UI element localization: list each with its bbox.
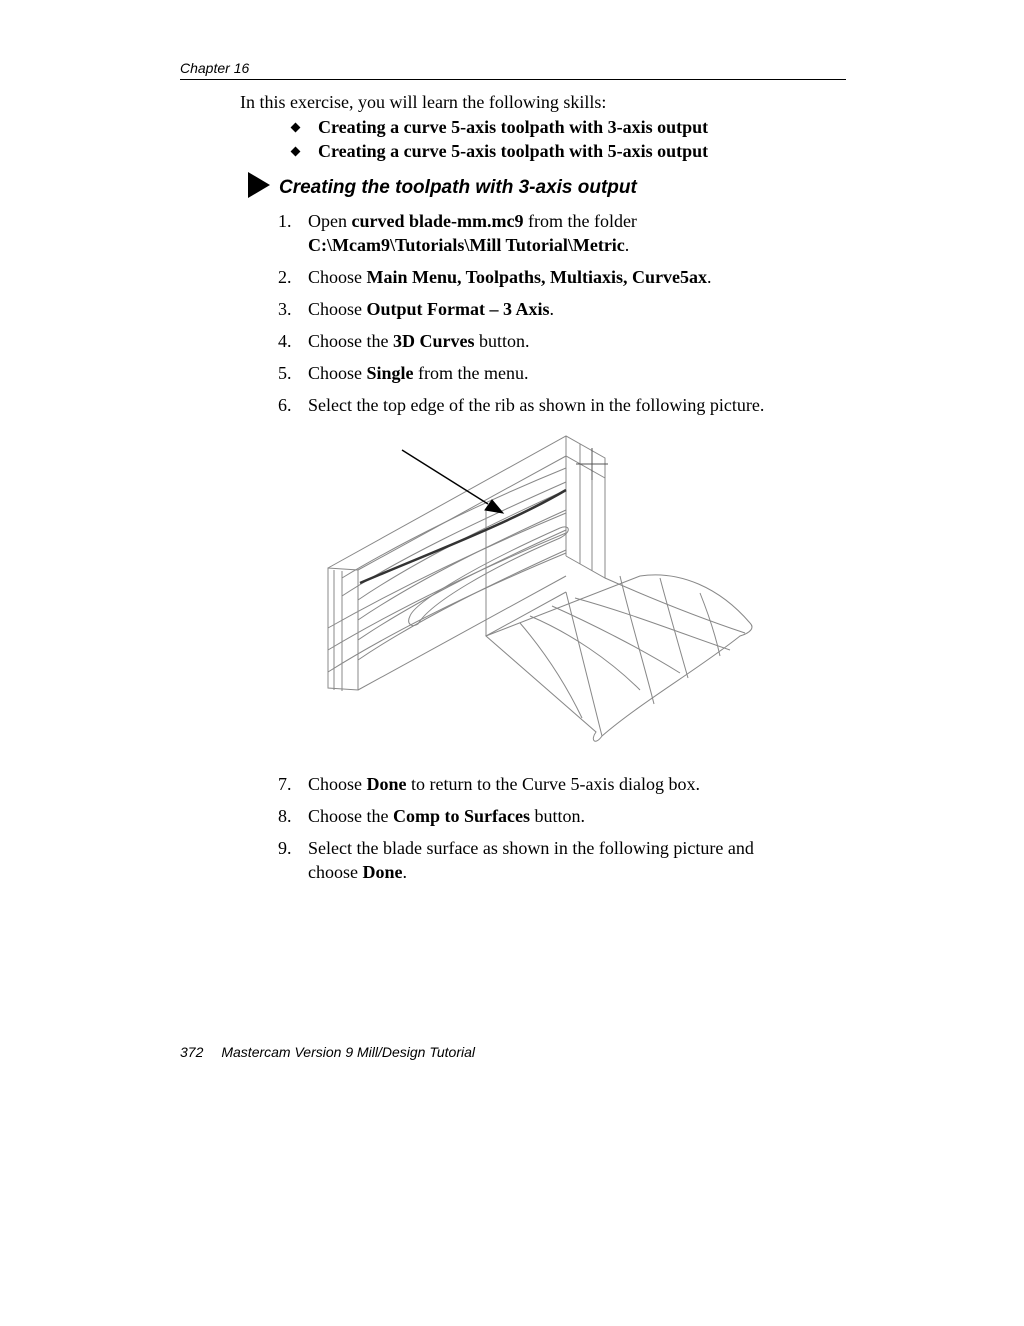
step-text: choose (308, 862, 363, 882)
header-rule (180, 79, 846, 80)
step-bold-text: Done (366, 774, 407, 794)
step-9 (278, 836, 754, 860)
book-title: Mastercam Version 9 Mill/Design Tutorial (221, 1044, 475, 1060)
step-text: from the folder (523, 211, 637, 231)
step-text: Choose (308, 774, 367, 794)
step-number: 5. (278, 363, 292, 383)
step-9-continuation (308, 860, 407, 884)
blade-wireframe-figure (320, 428, 760, 758)
step-number: 6. (278, 395, 292, 415)
step-6 (278, 393, 764, 417)
step-3 (278, 297, 554, 321)
step-bold-text: Single (366, 363, 414, 383)
step-text: button. (530, 806, 586, 826)
step-bold-text: 3D Curves (393, 331, 475, 351)
skills-list (290, 115, 708, 163)
step-text: . (624, 235, 630, 255)
step-text: . (707, 267, 712, 287)
step-text: Choose (308, 299, 367, 319)
step-text: Select the top edge of the rib as shown in the following picture. (308, 395, 765, 415)
step-bold-text: Done (362, 862, 403, 882)
step-text: Choose the (308, 806, 393, 826)
step-text: from the menu. (413, 363, 529, 383)
step-bold-text: Main Menu, Toolpaths, Multiaxis, Curve5ax (366, 267, 708, 287)
step-text: Select the blade surface as shown in the following picture and (308, 838, 754, 858)
step-number: 9. (278, 838, 292, 858)
step-number: 3. (278, 299, 292, 319)
step-bold-text: Output Format – 3 Axis (366, 299, 550, 319)
step-bold-text: curved blade-mm.mc9 (351, 211, 524, 231)
diamond-bullet-icon (291, 147, 301, 157)
skill-item (290, 115, 708, 139)
procedure-title: Creating the toolpath with 3-axis output (279, 177, 637, 198)
step-text: Open (308, 211, 352, 231)
step-bold-text: Comp to Surfaces (393, 806, 530, 826)
step-number: 2. (278, 267, 292, 287)
step-text: button. (474, 331, 530, 351)
folder-path: C:\Mcam9\Tutorials\Mill Tutorial\Metric (308, 235, 625, 255)
procedure-triangle-icon (248, 172, 270, 198)
page-number: 372 (180, 1044, 204, 1060)
step-text: to return to the Curve 5-axis dialog box. (406, 774, 700, 794)
step-7 (278, 772, 700, 796)
step-text: Choose (308, 363, 367, 383)
step-text: Choose the (308, 331, 393, 351)
step-text: . (402, 862, 407, 882)
step-8 (278, 804, 585, 828)
skill-label: Creating a curve 5-axis toolpath with 3-axis output (318, 117, 709, 137)
step-number: 1. (278, 211, 292, 231)
step-4 (278, 329, 530, 353)
step-1-continuation (308, 233, 629, 257)
step-text: Choose (308, 267, 367, 287)
skill-label: Creating a curve 5-axis toolpath with 5-axis output (318, 141, 709, 161)
intro-text: In this exercise, you will learn the following skills: (240, 92, 607, 112)
running-header: Chapter 16 (180, 60, 250, 76)
step-number: 7. (278, 774, 292, 794)
skill-item (290, 139, 708, 163)
step-5 (278, 361, 529, 385)
diamond-bullet-icon (291, 123, 301, 133)
step-text: . (549, 299, 555, 319)
page-footer (180, 1044, 475, 1060)
step-1 (278, 209, 637, 233)
step-number: 8. (278, 806, 292, 826)
step-number: 4. (278, 331, 292, 351)
step-2 (278, 265, 712, 289)
